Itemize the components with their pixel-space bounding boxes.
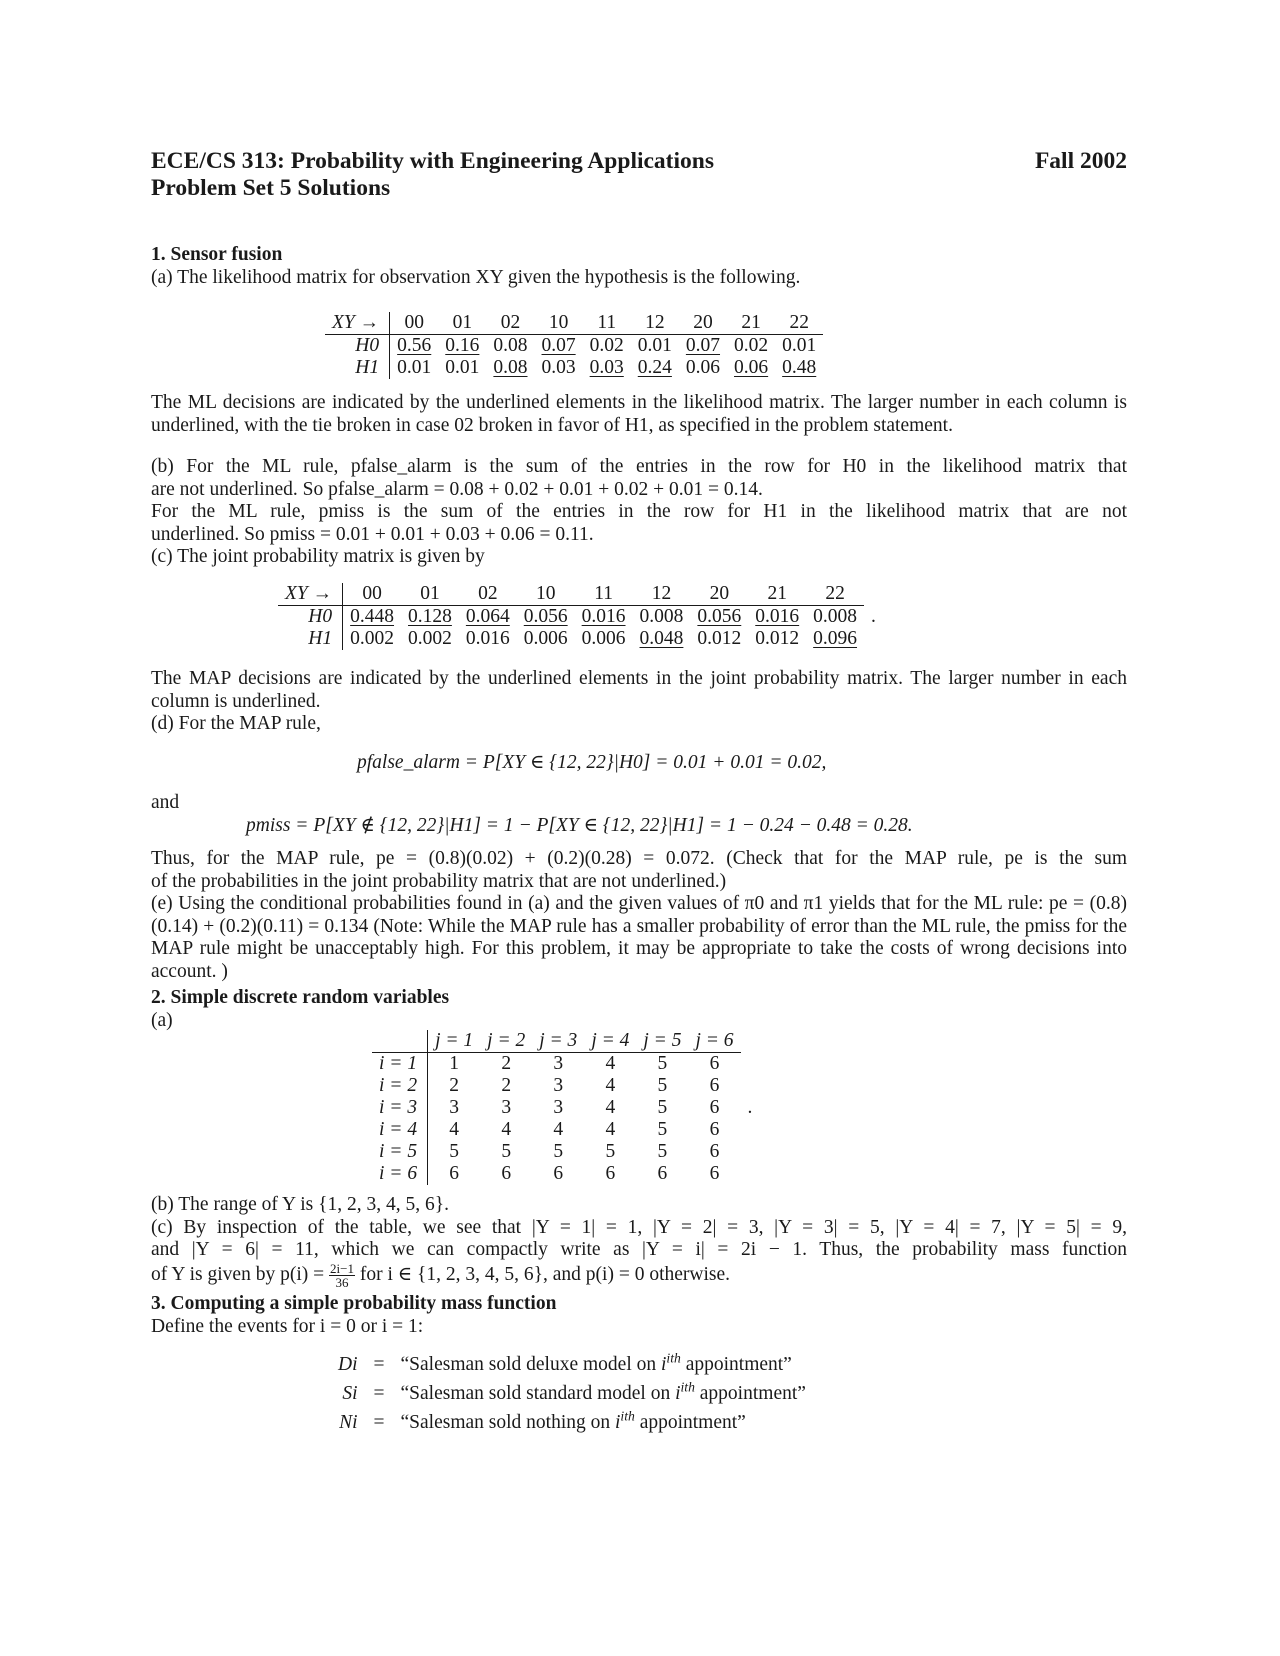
ij-cell: 6 xyxy=(657,1163,668,1184)
ij-cell: 4 xyxy=(605,1119,616,1140)
ij-cell: 5 xyxy=(657,1053,668,1074)
ij-row xyxy=(372,1053,759,1076)
ij-row-label: i = 3 xyxy=(372,1097,428,1119)
ij-cell: 5 xyxy=(553,1141,564,1162)
joint-cell xyxy=(575,628,633,650)
joint-column-header: 22 xyxy=(806,583,864,606)
ij-column-header: j = 6 xyxy=(688,1030,740,1053)
joint-header-row xyxy=(278,583,883,606)
likelihood-cell xyxy=(438,335,486,358)
problem-3-title: 3. Computing a simple probability mass function xyxy=(151,1293,557,1314)
joint-value: 0.128 xyxy=(408,606,452,627)
ij-cell: 4 xyxy=(553,1119,564,1140)
event-row xyxy=(330,1379,814,1408)
event-i: i xyxy=(661,1354,667,1375)
problem-1-heading xyxy=(151,244,1127,289)
event-description xyxy=(393,1350,814,1379)
problem-1d-text: (d) For the MAP rule, xyxy=(151,713,321,734)
ij-cell: 2 xyxy=(501,1053,512,1074)
likelihood-cell xyxy=(727,335,775,358)
likelihood-value: 0.01 xyxy=(445,357,480,378)
joint-cell xyxy=(748,628,806,650)
ij-cell: 6 xyxy=(709,1053,720,1074)
joint-cell xyxy=(690,606,748,629)
ij-cell: 5 xyxy=(449,1141,459,1162)
ij-column-header: j = 5 xyxy=(636,1030,688,1053)
likelihood-value: 0.01 xyxy=(397,357,432,378)
ij-column-header: j = 1 xyxy=(428,1030,481,1053)
likelihood-cell xyxy=(727,357,775,379)
joint-column-header: 12 xyxy=(633,583,691,606)
ij-row-label: i = 2 xyxy=(372,1075,428,1097)
ml-decision-text: The ML decisions are indicated by the underlined elements in the likelihood matrix. The larger number in each column is underlined, with the tie broken in case 02 broken in favor of H1, as specified in the problem statement. xyxy=(151,392,1127,436)
joint-value: 0.016 xyxy=(581,606,626,627)
event-superscript: ith xyxy=(666,1350,681,1366)
likelihood-matrix xyxy=(325,312,823,379)
likelihood-cell xyxy=(775,357,823,379)
likelihood-column-header: 12 xyxy=(631,312,679,335)
ij-row-label: i = 6 xyxy=(372,1163,428,1185)
pmf-fraction: $\frac{2i-1}{36}$ xyxy=(330,1260,354,1290)
likelihood-cell xyxy=(631,357,679,379)
likelihood-column-header: 00 xyxy=(390,312,439,335)
ij-cell: 4 xyxy=(605,1053,616,1074)
likelihood-cell xyxy=(583,335,631,358)
ij-row-label: i = 1 xyxy=(372,1053,428,1076)
problem-1e-text: (e) Using the conditional probabilities found in (a) and the given values of π0 and π1 yields that for the ML rule: pe = (0.8)(0.14) + (0.2)(0.11) = 0.134 (Note: While the MAP rule has a smaller probability of error than the ML rule, the pmiss for the MAP rule might be unacceptably high. For this problem, it may be appropriate to take the costs of wrong decisions into account. ) xyxy=(151,893,1127,982)
likelihood-column-header: 11 xyxy=(583,312,631,335)
ij-cell: 3 xyxy=(553,1075,564,1096)
ij-row xyxy=(372,1141,759,1163)
joint-row-label: H0 xyxy=(278,606,343,629)
joint-cell xyxy=(806,628,864,650)
event-i: i xyxy=(614,1412,621,1433)
likelihood-column-header: 01 xyxy=(438,312,486,335)
likelihood-cell xyxy=(535,357,583,379)
joint-row xyxy=(278,628,883,650)
event-symbol: Si xyxy=(342,1383,358,1404)
likelihood-value: 0.56 xyxy=(397,335,432,356)
joint-column-header: 01 xyxy=(401,583,459,606)
likelihood-value: 0.01 xyxy=(782,335,817,356)
ij-column-header: j = 3 xyxy=(532,1030,584,1053)
event-text-post: appointment” xyxy=(634,1412,746,1433)
joint-corner: XY → xyxy=(278,583,343,606)
likelihood-column-header: 10 xyxy=(535,312,583,335)
joint-cell xyxy=(517,606,575,629)
likelihood-corner: XY → xyxy=(325,312,390,335)
problem-1-title: 1. Sensor fusion xyxy=(151,244,283,265)
joint-value: 0.016 xyxy=(755,606,800,627)
problem-1c-text: (c) The joint probability matrix is given by xyxy=(151,546,485,567)
joint-column-header: 11 xyxy=(575,583,633,606)
likelihood-header-row xyxy=(325,312,823,335)
event-text-pre: “Salesman sold deluxe model on xyxy=(400,1354,661,1375)
ij-cell: 5 xyxy=(605,1141,616,1162)
joint-cell xyxy=(633,606,691,629)
event-row xyxy=(330,1350,814,1379)
joint-value: 0.008 xyxy=(639,606,684,627)
ij-cell: 4 xyxy=(449,1119,459,1140)
joint-cell xyxy=(459,628,517,650)
likelihood-value: 0.48 xyxy=(782,357,817,378)
ij-cell: 3 xyxy=(501,1097,512,1118)
ij-header-row xyxy=(372,1030,759,1053)
event-symbol: Di xyxy=(338,1354,358,1375)
likelihood-cell xyxy=(486,357,534,379)
ij-cell: 3 xyxy=(553,1053,564,1074)
likelihood-value: 0.03 xyxy=(589,357,624,378)
likelihood-value: 0.24 xyxy=(637,357,672,378)
event-text-post: appointment” xyxy=(694,1383,806,1404)
joint-value: 0.012 xyxy=(697,628,742,649)
likelihood-column-header: 20 xyxy=(679,312,727,335)
joint-cell xyxy=(806,606,864,629)
ij-cell: 5 xyxy=(657,1141,668,1162)
likelihood-cell xyxy=(775,335,823,358)
ij-row-label: i = 5 xyxy=(372,1141,428,1163)
ij-column-header: j = 4 xyxy=(584,1030,636,1053)
joint-value: 0.016 xyxy=(465,628,510,649)
ij-cell: 6 xyxy=(501,1163,512,1184)
ij-row-label: i = 4 xyxy=(372,1119,428,1141)
ij-cell: 6 xyxy=(449,1163,459,1184)
event-symbol: Ni xyxy=(339,1412,358,1433)
miss-equation: pmiss = P[XY ∉ {12, 22}|H1] = 1 − P[XY ∈ {12, 22}|H1] = 1 − 0.24 − 0.48 = 0.28. xyxy=(246,815,913,836)
joint-value: 0.056 xyxy=(523,606,568,627)
joint-value: 0.012 xyxy=(755,628,800,649)
joint-value: 0.056 xyxy=(697,606,742,627)
likelihood-column-header: 22 xyxy=(775,312,823,335)
likelihood-cell xyxy=(631,335,679,358)
joint-row-label: H1 xyxy=(278,628,343,650)
joint-cell xyxy=(517,628,575,650)
event-superscript: ith xyxy=(680,1379,695,1395)
ij-row xyxy=(372,1119,759,1141)
joint-cell xyxy=(633,628,691,650)
ij-trailing-period: . xyxy=(747,1097,753,1118)
event-definitions xyxy=(330,1350,814,1437)
problem-1b-text: (b) For the ML rule, pfalse_alarm is the sum of the entries in the row for H0 in the likelihood matrix that are not underlined. So pfalse_alarm = 0.08 + 0.02 + 0.01 + 0.02 + 0.01 = 0.14. For the ML rule, pmiss is the sum of the entries in the row for H1 in the likelihood matrix that are not underlined. So pmiss = 0.01 + 0.01 + 0.03 + 0.06 = 0.11. (c) The joint probability matrix is given by xyxy=(151,456,1127,567)
likelihood-cell xyxy=(486,335,534,358)
joint-value: 0.048 xyxy=(639,628,684,649)
likelihood-row xyxy=(325,357,823,379)
problem-3-intro: Define the events for i = 0 or i = 1: xyxy=(151,1315,424,1337)
joint-cell xyxy=(748,606,806,629)
ij-cell: 2 xyxy=(501,1075,512,1096)
ij-cell: 6 xyxy=(709,1097,720,1118)
event-text-pre: “Salesman sold nothing on xyxy=(400,1412,615,1433)
joint-cell xyxy=(401,606,459,629)
joint-column-header: 00 xyxy=(343,583,401,606)
map-decision-text: The MAP decisions are indicated by the underlined elements in the joint probability matrix. The larger number in each column is underlined. (d) For the MAP rule, xyxy=(151,668,1127,734)
likelihood-cell xyxy=(535,335,583,358)
joint-value: 0.002 xyxy=(408,628,452,649)
joint-column-header: 21 xyxy=(748,583,806,606)
likelihood-value: 0.08 xyxy=(493,335,528,356)
likelihood-row-label: H1 xyxy=(325,357,390,379)
event-equals: = xyxy=(373,1412,385,1433)
ij-column-header: j = 2 xyxy=(480,1030,532,1053)
problem-3-heading xyxy=(151,1293,1127,1338)
joint-value: 0.006 xyxy=(581,628,626,649)
ij-cell: 4 xyxy=(605,1097,616,1118)
ij-cell: 6 xyxy=(553,1163,564,1184)
joint-value: 0.008 xyxy=(813,606,858,627)
problem-2-heading xyxy=(151,987,1127,1032)
joint-cell xyxy=(690,628,748,650)
likelihood-column-header: 02 xyxy=(486,312,534,335)
event-equals: = xyxy=(373,1354,385,1375)
likelihood-value: 0.06 xyxy=(734,357,769,378)
joint-column-header: 02 xyxy=(459,583,517,606)
likelihood-value: 0.16 xyxy=(445,335,480,356)
problem-set-title: Problem Set 5 Solutions xyxy=(151,175,391,201)
ij-cell: 5 xyxy=(657,1075,668,1096)
max-ij-table xyxy=(372,1030,759,1185)
joint-row xyxy=(278,606,883,629)
event-superscript: ith xyxy=(620,1408,635,1424)
ij-cell: 6 xyxy=(709,1075,720,1096)
ij-cell: 6 xyxy=(605,1163,616,1184)
event-description xyxy=(393,1379,814,1408)
ij-cell: 4 xyxy=(605,1075,616,1096)
likelihood-cell xyxy=(438,357,486,379)
problem-2bc-text: (b) The range of Y is {1, 2, 3, 4, 5, 6}. (c) By inspection of the table, we see that |Y = 1| = 1, |Y = 2| = 3, |Y = 3| = 5, |Y = 4| = 7, |Y = 5| = 9, and |Y = 6| = 11, which we can compactly write as |Y = i| = 2i − 1. Thus, the probability mass function of Y is given by p(i) = $\frac{2i-1}{36}$ for i ∈ {1, 2, 3, 4, 5, 6}, and p(i) = 0 otherwise. xyxy=(151,1194,1127,1290)
ij-cell: 6 xyxy=(709,1163,720,1184)
joint-value: 0.006 xyxy=(523,628,568,649)
likelihood-row-label: H0 xyxy=(325,335,390,358)
joint-value: 0.448 xyxy=(350,606,395,627)
pmf-line: of Y is given by p(i) = $\frac{2i-1}{36}$ for i ∈ {1, 2, 3, 4, 5, 6}, and p(i) = 0 otherwise. xyxy=(151,1260,731,1290)
joint-cell xyxy=(401,628,459,650)
event-equals: = xyxy=(373,1383,385,1404)
likelihood-value: 0.08 xyxy=(493,357,528,378)
document-title xyxy=(151,148,714,202)
ij-row xyxy=(372,1075,759,1097)
event-i: i xyxy=(675,1383,681,1404)
likelihood-cell xyxy=(390,357,439,379)
joint-column-header: 10 xyxy=(517,583,575,606)
likelihood-value: 0.03 xyxy=(541,357,576,378)
likelihood-value: 0.07 xyxy=(541,335,576,356)
course-title: ECE/CS 313: Probability with Engineering Applications xyxy=(151,148,715,174)
likelihood-value: 0.06 xyxy=(685,357,721,378)
joint-cell xyxy=(343,628,401,650)
problem-2b-text: (b) The range of Y is {1, 2, 3, 4, 5, 6}. xyxy=(151,1194,449,1215)
ij-cell: 2 xyxy=(449,1075,459,1096)
joint-probability-matrix xyxy=(278,583,883,650)
map-error-text: Thus, for the MAP rule, pe = (0.8)(0.02) + (0.2)(0.28) = 0.072. (Check that for the MAP rule, pe is the sum of the probabilities in the joint probability matrix that are not underlined.) (e) Using the conditional probabilities found in (a) and the given values of π0 and π1 yields that for the ML rule: pe = (0.8)(0.14) + (0.2)(0.11) = 0.134 (Note: While the MAP rule has a smaller probability of error than the ML rule, the pmiss for the MAP rule might be unacceptably high. For this problem, it may be appropriate to take the costs of wrong decisions into account. ) xyxy=(151,848,1127,982)
ij-row xyxy=(372,1163,759,1185)
ij-cell: 3 xyxy=(553,1097,564,1118)
likelihood-cell xyxy=(679,357,727,379)
and-text: and xyxy=(151,792,180,813)
ij-cell: 3 xyxy=(449,1097,459,1118)
ij-cell: 1 xyxy=(449,1053,459,1074)
event-row xyxy=(330,1408,814,1437)
joint-cell xyxy=(343,606,401,629)
likelihood-value: 0.01 xyxy=(637,335,672,356)
likelihood-value: 0.02 xyxy=(734,335,769,356)
problem-1a-text: (a) The likelihood matrix for observation XY given the hypothesis is the following. xyxy=(151,266,801,288)
ij-cell: 5 xyxy=(501,1141,512,1162)
likelihood-column-header: 21 xyxy=(727,312,775,335)
joint-value: 0.096 xyxy=(813,628,858,649)
problem-2a-label: (a) xyxy=(151,1009,173,1031)
ij-cell: 5 xyxy=(657,1097,668,1118)
ij-cell: 6 xyxy=(709,1119,720,1140)
ij-cell: 4 xyxy=(501,1119,512,1140)
likelihood-cell xyxy=(679,335,727,358)
false-alarm-equation: pfalse_alarm = P[XY ∈ {12, 22}|H0] = 0.01 + 0.01 = 0.02, xyxy=(357,752,827,773)
event-description xyxy=(393,1408,814,1437)
joint-value: 0.064 xyxy=(465,606,510,627)
joint-trailing-period: . xyxy=(871,605,876,627)
joint-cell xyxy=(575,606,633,629)
joint-value: 0.002 xyxy=(350,628,395,649)
likelihood-cell xyxy=(390,335,439,358)
event-text-post: appointment” xyxy=(680,1354,792,1375)
ij-cell: 5 xyxy=(657,1119,668,1140)
joint-cell xyxy=(459,606,517,629)
ij-row xyxy=(372,1097,759,1119)
joint-column-header: 20 xyxy=(690,583,748,606)
likelihood-cell xyxy=(583,357,631,379)
ij-corner xyxy=(372,1030,428,1053)
likelihood-row xyxy=(325,335,823,358)
problem-2-title: 2. Simple discrete random variables xyxy=(151,987,450,1008)
likelihood-value: 0.02 xyxy=(589,335,624,356)
semester-label: Fall 2002 xyxy=(1034,148,1127,174)
ij-cell: 6 xyxy=(709,1141,720,1162)
likelihood-value: 0.07 xyxy=(685,335,721,356)
event-text-pre: “Salesman sold standard model on xyxy=(400,1383,676,1404)
